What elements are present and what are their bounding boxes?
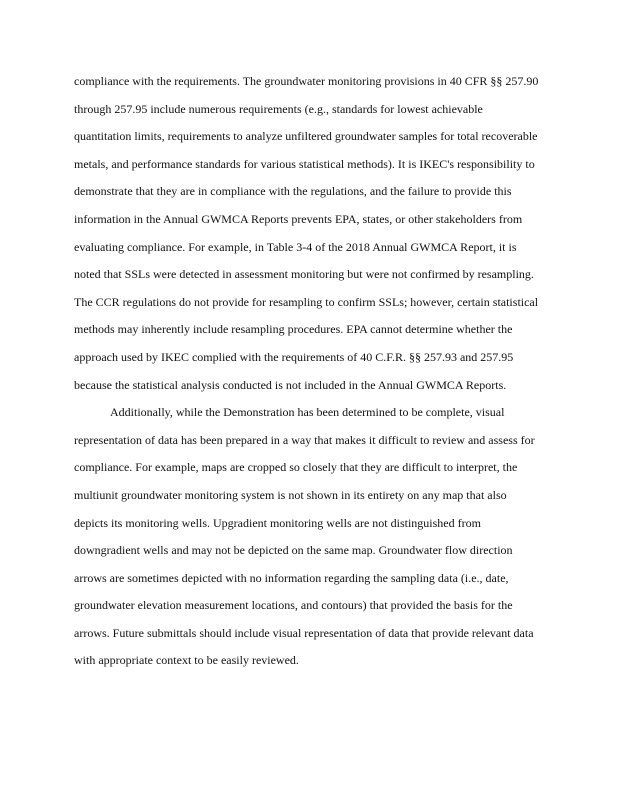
text-line: evaluating compliance. For example, in Table 3-4 of the 2018 Annual GWMCA Report, it is — [74, 239, 517, 254]
text-line: Additionally, while the Demonstration has been determined to be complete, visual — [110, 405, 505, 420]
text-line: arrows are sometimes depicted with no information regarding the sampling data (i.e., date, — [74, 570, 509, 585]
text-line: through 257.95 include numerous requirements (e.g., standards for lowest achievable — [74, 101, 483, 116]
text-line: compliance with the requirements. The groundwater monitoring provisions in 40 CFR §§ 257.90 — [74, 74, 539, 88]
paragraph-compliance — [74, 68, 594, 399]
text-line: methods may inherently include resampling procedures. EPA cannot determine whether the — [74, 322, 513, 337]
text-line: The CCR regulations do not provide for resampling to confirm SSLs; however, certain statistical — [74, 294, 539, 309]
document-body — [74, 68, 594, 675]
text-line: information in the Annual GWMCA Reports prevents EPA, states, or other stakeholders from — [74, 211, 523, 226]
text-line: arrows. Future submittals should include visual representation of data that provide relevant data — [74, 625, 534, 640]
text-line: compliance. For example, maps are cropped so closely that they are difficult to interpret, the — [74, 460, 518, 475]
text-line: because the statistical analysis conducted is not included in the Annual GWMCA Reports. — [74, 377, 507, 392]
text-line: multiunit groundwater monitoring system is not shown in its entirety on any map that also — [74, 487, 507, 502]
text-line: noted that SSLs were detected in assessment monitoring but were not confirmed by resampling. — [74, 267, 534, 282]
text-line: approach used by IKEC complied with the requirements of 40 C.F.R. §§ 257.93 and 257.95 — [74, 349, 514, 364]
text-line: downgradient wells and may not be depicted on the same map. Groundwater flow direction — [74, 543, 513, 558]
text-line: representation of data has been prepared in a way that makes it difficult to review and assess for — [74, 432, 535, 447]
text-line: with appropriate context to be easily reviewed. — [74, 653, 299, 668]
text-line: groundwater elevation measurement locations, and contours) that provided the basis for the — [74, 598, 513, 613]
text-line: depicts its monitoring wells. Upgradient monitoring wells are not distinguished from — [74, 515, 481, 530]
text-line: quantitation limits, requirements to analyze unfiltered groundwater samples for total recoverable — [74, 129, 538, 144]
text-line: metals, and performance standards for various statistical methods). It is IKEC's responsibility to — [74, 156, 535, 171]
text-line: demonstrate that they are in compliance with the regulations, and the failure to provide this — [74, 184, 512, 199]
paragraph-visual-representation — [74, 399, 594, 675]
